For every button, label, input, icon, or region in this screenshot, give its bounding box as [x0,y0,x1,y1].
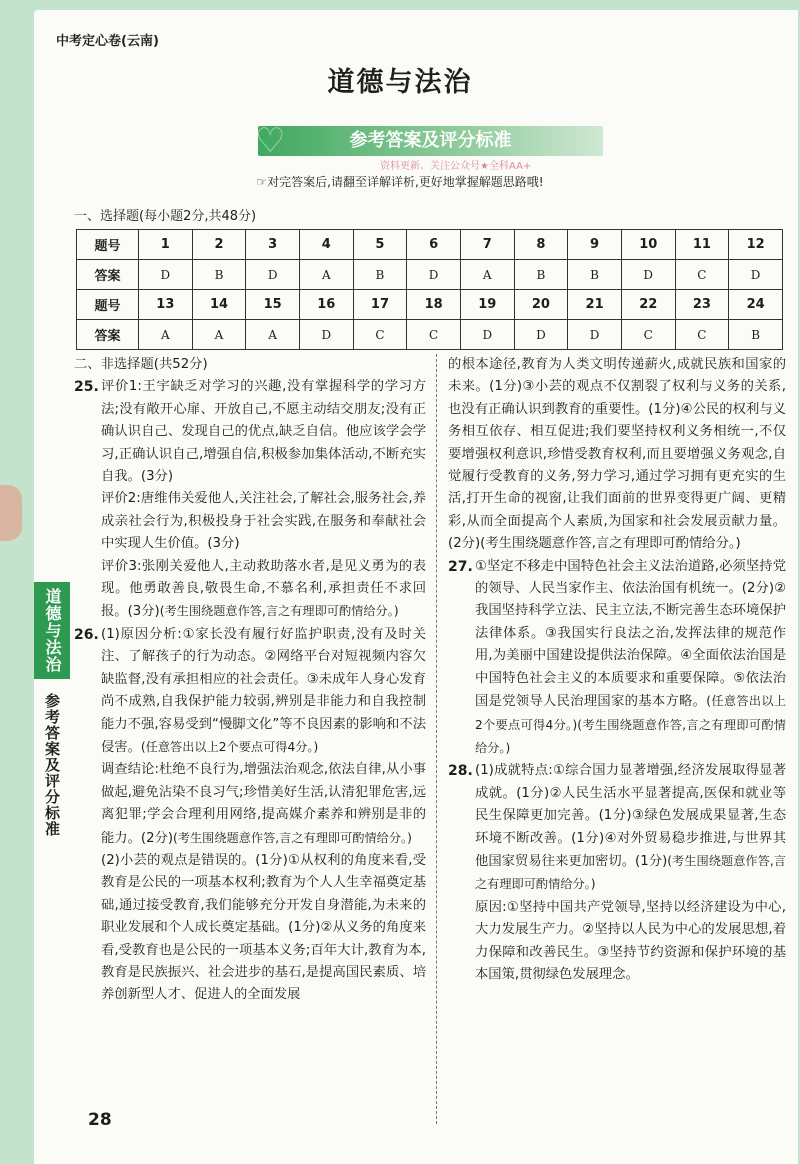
right-column [448,354,786,986]
question-number: 20 [514,290,568,320]
answer-cell: D [299,320,353,350]
question-number: 18 [407,290,461,320]
answer-cell: C [675,260,729,290]
question-number: 14 [192,290,246,320]
page-number: 28 [88,1110,112,1130]
question-number: 24 [729,290,783,320]
row-label: 题号 [77,290,139,320]
answer-cell: A [299,260,353,290]
answer-cell: D [460,320,514,350]
question-number: 13 [139,290,193,320]
page-title: 道德与法治 [327,67,473,98]
answer-cell: D [568,320,622,350]
answer-cell: B [729,320,783,350]
grading-note: (任意答出以上2个要点可得4分。)(考生围绕题意作答,言之有理即可酌情给分。) [475,694,787,755]
tip-line: ☞对完答案后,请翻至详解详析,更好地掌握解题思路哦! [256,175,544,189]
question-number: 11 [675,230,729,260]
grading-note: (考生围绕题意作答,言之有理即可酌情给分。) [159,604,399,619]
answer-paragraph: ①坚定不移走中国特色社会主义法治道路,必须坚持党的领导、人民当家作主、依法治国有机统一。(2分)②我国坚持科学立法、民主立法,不断完善生态环境保护法律体系。③我国实行良法之治,发挥法律的规范作用,为美丽中国建设提供法治保障。④全面依法治国是中国特色社会主义的本质要求和重要保障。⑤依法治国是党领导人民治理国家的基本方略。 [475,558,786,710]
answer-paragraph: (1)成就特点:①综合国力显著增强,经济发展取得显著成就。(1分)②人民生活水平显著提高,医保和就业等民生保障更加完善。(1分)③绿色发展成果显著,生态环境不断改善。(1分)④对外贸易稳步推进,与世界其他国家贸易往来更加密切。(1分) [475,763,786,869]
row-label: 答案 [77,260,139,290]
answer-cell: C [353,320,407,350]
question-number: 21 [568,290,622,320]
grading-note: (考生围绕题意作答,言之有理即可酌情给分。) [475,853,786,892]
answer-cell: B [568,260,622,290]
question-number: 3 [246,230,300,260]
question-26 [74,624,426,1007]
answer-paragraph: 评价3:张刚关爱他人,主动救助落水者,是见义勇为的表现。他勇敢善良,敬畏生命,不慕名利,承担责任不求回报。(3分) [101,558,426,620]
table-row [77,260,783,290]
question-28 [448,760,786,986]
answer-cell: A [192,320,246,350]
question-number: 19 [460,290,514,320]
finger-edge [0,485,22,541]
answer-cell: B [514,260,568,290]
answer-cell: D [621,260,675,290]
answer-cell: C [675,320,729,350]
answer-cell: C [621,320,675,350]
question-number: 15 [246,290,300,320]
grading-note: (任意答出以上2个要点可得4分。) [140,739,319,754]
question-number: 9 [568,230,622,260]
answer-table [76,229,783,350]
table-row [77,320,783,350]
question-number: 16 [299,290,353,320]
watermark: 资料更新、关注公众号★全科AA+ [380,161,532,172]
subject-tab: 道德与法治 [34,582,70,679]
column-divider [436,354,437,1124]
row-label: 题号 [77,230,139,260]
question-number: 1 [139,230,193,260]
answer-cell: D [139,260,193,290]
answer-cell: D [729,260,783,290]
row-label: 答案 [77,320,139,350]
question-number: 26. [74,626,99,643]
answer-paragraph: 评价2:唐维伟关爱他人,关注社会,了解社会,服务社会,养成亲社会行为,积极投身于社会实践,在服务和奉献社会中实现人生价值。(3分) [101,491,426,552]
section-1-title: 一、选择题(每小题2分,共48分) [74,209,257,224]
answer-paragraph: 原因:①坚持中国共产党领导,坚持以经济建设为中心,大力发展生产力。②坚持以人民为中心的发展思想,着力保障和改善民生。③坚持节约资源和保护环境的基本国策,贯彻绿色发展理念。 [475,899,786,982]
table-row [77,230,783,260]
answer-paragraph: 调查结论:杜绝不良行为,增强法治观念,依法自律,从小事做起,避免沾染不良习气;珍惜美好生活,认清犯罪危害,远离犯罪;学会合理利用网络,提高媒介素养和辨别是非的能力。(2分) [101,762,426,846]
answer-cell: B [353,260,407,290]
answer-paragraph: (2)小芸的观点是错误的。(1分)①从权利的角度来看,受教育是公民的一项基本权利;教育为个人人生幸福奠定基础,通过接受教育,我们能够充分开发自身潜能,为未来的职业发展和个人成长奠定基础。(1分)②从义务的角度来看,受教育也是公民的一项基本义务;百年大计,教育为本,教育是民族振兴、社会进步的基石,是提高国民素质、培养创新型人才、促进人的全面发展 [101,852,426,1003]
question-number: 23 [675,290,729,320]
question-number: 6 [407,230,461,260]
answer-banner: 参考答案及评分标准 [258,126,603,156]
answer-cell: D [246,260,300,290]
answer-cell: C [407,320,461,350]
question-number: 12 [729,230,783,260]
answer-cell: A [139,320,193,350]
answer-paragraph-continued: 的根本途径,教育为人类文明传递薪火,成就民族和国家的未来。(1分)③小芸的观点不仅割裂了权利与义务的关系,也没有正确认识到教育的重要性。(1分)④公民的权利与义务相互依存、相互促进;我们要坚持权利义务相统一,不仅要增强权利意识,珍惜受教育权利,而且要增强义务观念,自觉履行受教育的义务,努力学习,通过学习拥有更充实的生活,打开生命的视窗,让我们面前的世界变得更广阔、更精彩,从而全面提高个人素质,为国家和社会发展贡献力量。(2分)(考生围绕题意作答,言之有理即可酌情给分。) [448,357,786,552]
question-number: 7 [460,230,514,260]
answer-cell: D [514,320,568,350]
answer-cell: D [407,260,461,290]
left-column [74,354,426,1007]
question-number: 25. [74,379,99,396]
heart-icon: ♡ [255,121,286,161]
question-25 [74,376,426,623]
series-title: 中考定心卷(云南) [56,34,159,49]
answer-paragraph: 评价1:王宇缺乏对学习的兴趣,没有掌握科学的学习方法;没有敞开心扉、开放自己,不愿主动结交朋友;没有正确认识自己、发现自己的优点,缺乏自信。他应该学会学习,正确认识自己,增强自信,积极参加集体活动,不断充实自我。(3分) [101,379,426,485]
answer-paragraph: (1)原因分析:①家长没有履行好监护职责,没有及时关注、了解孩子的行为动态。②网络平台对短视频内容欠缺监督,没有承担相应的社会责任。③未成年人身心发育尚不成熟,自我保护能力较弱,辨别是非能力和自我控制能力不强,容易受到“慢脚文化”等不良因素的影响和不法侵害。 [101,626,426,755]
table-row [77,290,783,320]
question-number: 28. [448,763,473,780]
section-2-title: 二、非选择题(共52分) [74,357,208,372]
question-number: 10 [621,230,675,260]
question-number: 27. [448,558,473,575]
grading-note: (考生围绕题意作答,言之有理即可酌情给分。) [173,830,412,845]
question-number: 5 [353,230,407,260]
question-number: 8 [514,230,568,260]
question-number: 22 [621,290,675,320]
answer-cell: A [460,260,514,290]
question-number: 17 [353,290,407,320]
question-number: 2 [192,230,246,260]
question-27 [448,556,786,761]
answer-cell: B [192,260,246,290]
question-number: 4 [299,230,353,260]
answer-cell: A [246,320,300,350]
side-label: 参考答案及评分标准 [43,693,61,837]
